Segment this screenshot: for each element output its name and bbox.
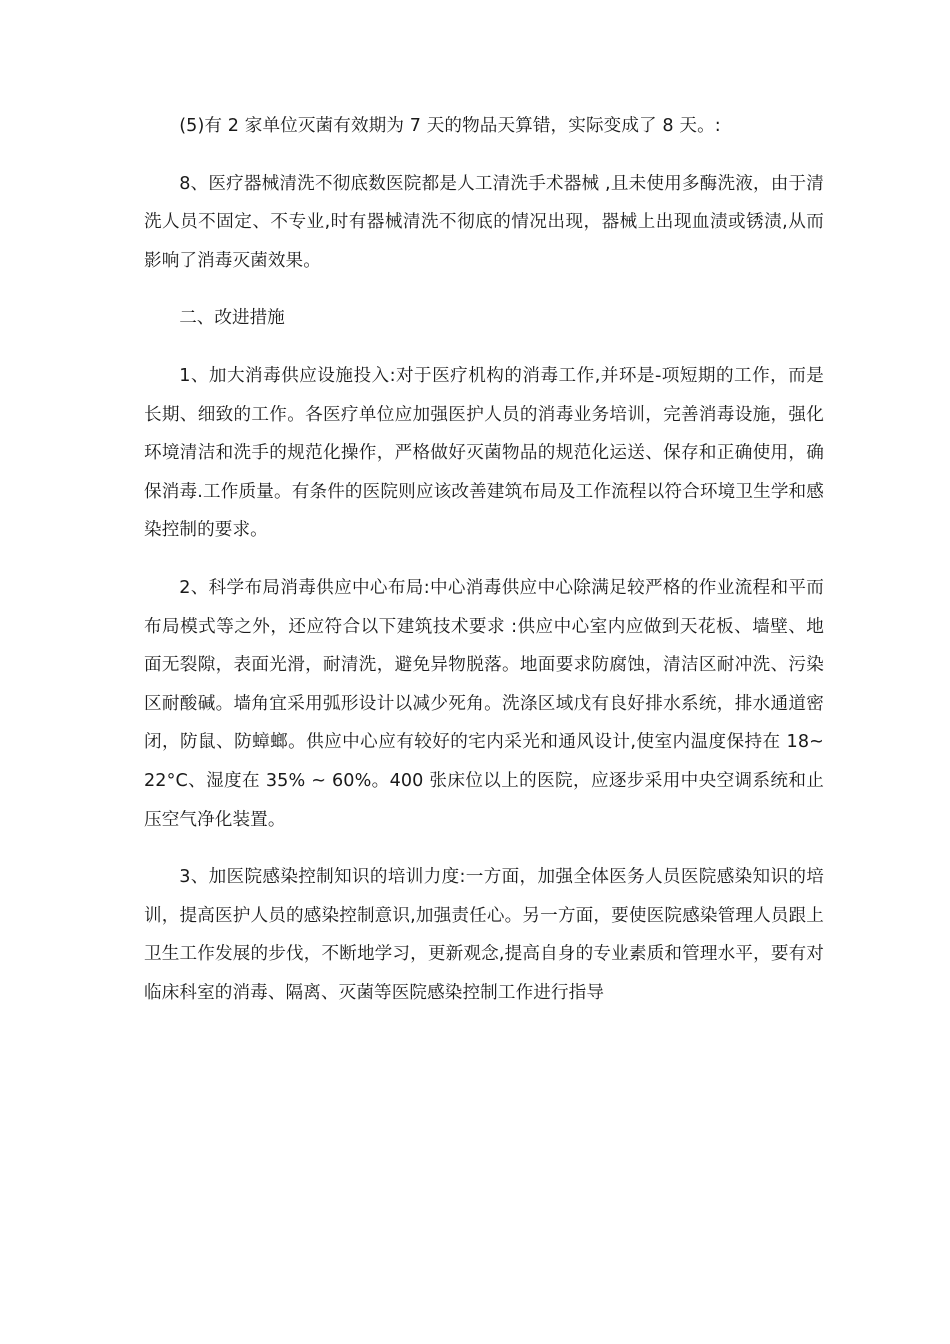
paragraph-instrument-cleaning: 8、医疗器械清洗不彻底数医院都是人工清洗手术器械 ,且未使用多酶洗液，由于清洗人员不固定、不专业,时有器械清洗不彻底的情况出现，器械上出现血渍或锈渍,从而影响了消毒灭菌效果。 (144, 173, 824, 271)
paragraph-sterilization-period: (5)有 2 家单位灭菌有效期为 7 天的物品天算错，实际变成了 8 天。: (179, 116, 721, 136)
paragraph-supply-center-layout: 2、科学布局消毒供应中心布局:中心消毒供应中心除满足较严格的作业流程和平而布局模式等之外，还应符合以下建筑技术要求 :供应中心室内应做到天花板、墙壁、地面无裂隙，表面光滑，耐清洗，避免异物脱落。地面要求防腐蚀，清洁区耐冲洗、污染区耐酸碱。墙角宜采用弧形设计以减少死角。洗涤区域戊有良好排水系统，排水通道密闭，防鼠、防蟑螂。供应中心应有较好的宅内采光和通风设计,使室内温度保持在 18~ 22°C、湿度在 35% ~ 60%。400 张床位以上的医院，应逐步采用中央空调系统和止压空气净化装置。 (144, 577, 824, 830)
document-page (144, 107, 824, 1031)
paragraph-facility-investment: 1、加大消毒供应设施投入:对于医疗机构的消毒工作,并环是-项短期的工作，而是长期、细致的工作。各医疗单位应加强医护人员的消毒业务培训，完善消毒设施，强化环境清洁和洗手的规范化操作，严格做好灭菌物品的规范化运送、保存和正确使用，确保消毒.工作质量。有条件的医院则应该改善建筑布局及工作流程以符合环境卫生学和感染控制的要求。 (144, 365, 824, 541)
section-heading-improvements: 二、改进措施 (179, 308, 285, 329)
paragraph-infection-control-training: 3、加医院感染控制知识的培训力度:一方面，加强全体医务人员医院感染知识的培训，提高医护人员的感染控制意识,加强责任心。另一方面，要使医院感染管理人员跟上卫生工作发展的步伐，不断地学习，更新观念,提高自身的专业素质和管理水平，要有对临床科室的消毒、隔离、灭菌等医院感染控制工作进行指导 (144, 867, 824, 1003)
